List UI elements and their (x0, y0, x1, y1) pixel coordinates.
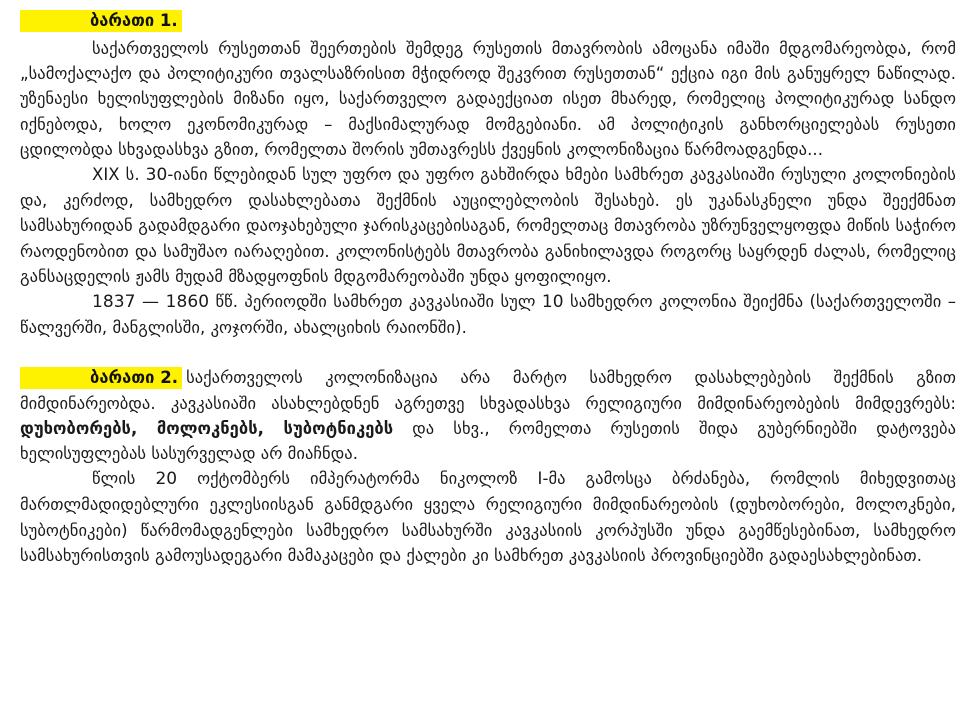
card-1-p2-text: -იანი წლებიდან სულ უფრო და უფრო გახშირდა ხმები სამხრეთ კავკასიაში რუსული კოლონიების და, კერძოდ, სამხედრო დასახლებათა შექმნის აუცილებლობის შესახებ. ეს უკანასკნელი უნდა შეექმნათ სამსახურიდან გადამდგარი დაოჯახებული ჯარისკაცებისაგან, რომელთაც მთავრობა უზრუნველყოფდა მიწის საჭირო რაოდენობით და სამუშაო იარაღებით. კოლონისტებს მთავრობა განიხილავდა როგორც საყრდენ ძალას, რომელიც განსაცდელის ჟამს მუდამ მზადყოფნის მდგომარეობაში უნდა ყოფილიყო. (20, 165, 956, 286)
card-1-paragraph-3 (20, 289, 956, 340)
card-2-p1-text-a: საქართველოს კოლონიზაცია არა მარტო სამხედრო დასახლებების შექმნის გზით მიმდინარეობდა. კავკასიაში ასახლებდნენ აგრეთვე სხვადასხვა რელიგიური მიმდინარეობების მიმდევრებს: (20, 368, 956, 413)
card-1-paragraph-1-text: საქართველოს რუსეთთან შეერთების შემდეგ რუსეთის მთავრობის ამოცანა იმაში მდგომარეობდა, რომ „სამოქალაქო და პოლიტიკური თვალსაზრისით მჭიდროდ შეკვრით რუსეთთან“ ექცია იგი მის განუყრელ ნაწილად. უზენაესი ხელისუფლების მიზანი იყო, საქართველო გადაექციათ ისეთ მხარედ, რომელიც პოლიტიკურად სანდო იქნებოდა, ხოლო ეკონომიკურად – მაქსიმალურად მომგებიანი. ამ პოლიტიკის განხორციელებას რუსეთი ცდილობდა სხვადასხვა გზით, რომელთა შორის უმთავრესს ქვეყნის კოლონიზაცია წარმოადგენდა... (20, 39, 956, 159)
card-2-p1-bold-groups: დუხობორებს, მოლოკნებს, სუბოტნიკებს (20, 418, 394, 438)
card-1-p2-prefix: XIX ს. (92, 165, 146, 185)
card-1-p3-years: 1837 — 1860 (92, 292, 210, 313)
card-1-label: ბარათი 1. (20, 10, 182, 32)
card-1-label-row (20, 10, 956, 34)
card-2-p2-text: ოქტომბერს იმპერატორმა ნიკოლოზ I-მა გამოსცა ბრძანება, რომლის მიხედვითაც მართლმადიდებლური ეკლესიისგან განმდგარი ყველა რელიგიური მიმდინარეობის (დუხობორები, მოლოკნები, სუბოტნიკები) წარმომადგენლები სამხედრო სამსახურში კავკასიის კორპუსში უნდა გაემწესებინათ, სამხედრო სამსახურისთვის გამოუსადეგარი მამაკაცები და ქალები კი სამხრეთ კავკასიის პროვინციებში გადაესახლებინათ. (20, 469, 956, 565)
card-1-paragraph-2 (20, 162, 956, 289)
card-1-p3-text-a: წწ. პერიოდში სამხრეთ კავკასიაში სულ (209, 292, 542, 312)
card-1-p2-number: 30 (145, 165, 168, 186)
card-2-p1-text-b: და სხვ., რომელთა რუსეთის შიდა გუბერნიებში დატოვება ხელისუფლებას სასურველად არ მიაჩნდა. (20, 418, 956, 464)
card-2-paragraph-2 (20, 466, 956, 568)
card-2-p2-number: 20 (155, 469, 178, 490)
card-2-label: ბარათი 2. (20, 367, 182, 389)
card-1-p3-number: 10 (541, 292, 564, 313)
section-gap (20, 340, 956, 365)
card-2-p2-prefix: წლის (92, 469, 156, 489)
card-1-p3-text-b: სამხედრო კოლონია შეიქმნა (საქართველოში – წალვერში, მანგლისში, კოჯორში, ახალციხის რაიონში). (20, 292, 956, 338)
card-1-paragraph-1 (20, 36, 956, 162)
card-2-paragraph-1 (20, 365, 956, 466)
